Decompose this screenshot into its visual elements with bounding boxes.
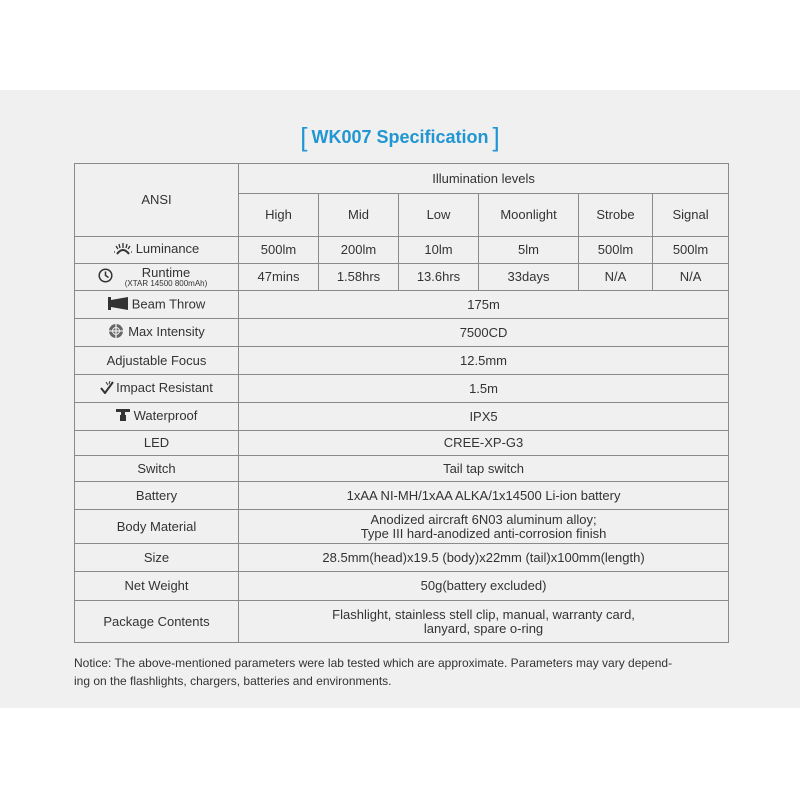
- mode-header: Signal: [653, 194, 729, 237]
- notice-line: Notice: The above-mentioned parameters were lab tested which are approximate. Parameters may vary depend-: [74, 656, 673, 670]
- title-close-bracket: ]: [492, 122, 500, 152]
- waterproof-label: Waterproof: [133, 407, 198, 423]
- runtime-value: N/A: [653, 264, 729, 291]
- beam-icon: [108, 297, 128, 313]
- waterproof-row: [75, 403, 729, 431]
- size-value: 28.5mm(head)x19.5 (body)x22mm (tail)x100mm(length): [239, 544, 729, 572]
- led-value: CREE-XP-G3: [239, 431, 729, 456]
- runtime-label-cell: [75, 264, 239, 291]
- luminance-value: 10lm: [399, 237, 479, 264]
- luminance-value: 500lm: [579, 237, 653, 264]
- title-text: WK007 Specification: [311, 127, 489, 147]
- max-intensity-label-cell: [75, 319, 239, 347]
- spec-table: [74, 163, 729, 643]
- switch-row: [75, 456, 729, 482]
- mode-header: High: [239, 194, 319, 237]
- battery-value: 1xAA NI-MH/1xAA ALKA/1x14500 Li-ion battery: [239, 482, 729, 510]
- impact-icon: [100, 380, 114, 397]
- mode-header: Moonlight: [479, 194, 579, 237]
- net-weight-label: Net Weight: [75, 572, 239, 601]
- package-row: [75, 601, 729, 643]
- body-material-line: Type III hard-anodized anti-corrosion finish: [360, 525, 607, 541]
- switch-value: Tail tap switch: [239, 456, 729, 482]
- max-intensity-row: [75, 319, 729, 347]
- runtime-value: 13.6hrs: [399, 264, 479, 291]
- net-weight-row: [75, 572, 729, 601]
- luminance-value: 5lm: [479, 237, 579, 264]
- header-row: [75, 164, 729, 194]
- mode-header: Mid: [319, 194, 399, 237]
- luminance-value: 200lm: [319, 237, 399, 264]
- runtime-row: [75, 264, 729, 291]
- mode-header: Strobe: [579, 194, 653, 237]
- crosshair-icon: [108, 323, 124, 342]
- beam-throw-value: 175m: [239, 291, 729, 319]
- impact-value: 1.5m: [239, 375, 729, 403]
- beam-throw-row: [75, 291, 729, 319]
- runtime-value: 33days: [479, 264, 579, 291]
- body-material-value-cell: [239, 510, 729, 544]
- beam-throw-label-cell: [75, 291, 239, 319]
- package-line: lanyard, spare o-ring: [423, 620, 544, 636]
- title-open-bracket: [: [300, 122, 308, 152]
- illumination-header: Illumination levels: [239, 164, 729, 194]
- page-title: [0, 122, 800, 153]
- led-label: LED: [75, 431, 239, 456]
- sun-rays-icon: [114, 243, 132, 258]
- luminance-value: 500lm: [239, 237, 319, 264]
- mode-header: Low: [399, 194, 479, 237]
- size-row: [75, 544, 729, 572]
- max-intensity-value: 7500CD: [239, 319, 729, 347]
- net-weight-value: 50g(battery excluded): [239, 572, 729, 601]
- led-row: [75, 431, 729, 456]
- battery-label: Battery: [75, 482, 239, 510]
- luminance-value: 500lm: [653, 237, 729, 264]
- impact-label: Impact Resistant: [116, 379, 213, 395]
- package-label: Package Contents: [75, 601, 239, 643]
- body-material-label: Body Material: [75, 510, 239, 544]
- battery-row: [75, 482, 729, 510]
- focus-value: 12.5mm: [239, 347, 729, 375]
- luminance-label: Luminance: [135, 241, 200, 257]
- notice-line: ing on the flashlights, chargers, batteries and environments.: [74, 674, 392, 688]
- runtime-sublabel: (XTAR 14500 800mAh): [124, 278, 208, 288]
- body-material-line: Anodized aircraft 6N03 aluminum alloy;: [370, 511, 597, 527]
- luminance-row: [75, 237, 729, 264]
- beam-throw-label: Beam Throw: [131, 295, 206, 311]
- notice-text: [74, 654, 734, 690]
- waterproof-value: IPX5: [239, 403, 729, 431]
- size-label: Size: [75, 544, 239, 572]
- impact-row: [75, 375, 729, 403]
- package-value-cell: [239, 601, 729, 643]
- luminance-label-cell: [75, 237, 239, 264]
- package-line: Flashlight, stainless stell clip, manual, warranty card,: [332, 606, 635, 622]
- body-material-row: [75, 510, 729, 544]
- focus-label: Adjustable Focus: [75, 347, 239, 375]
- faucet-icon: [116, 409, 130, 424]
- focus-row: [75, 347, 729, 375]
- runtime-label: Runtime: [141, 264, 191, 280]
- runtime-value: N/A: [579, 264, 653, 291]
- max-intensity-label: Max Intensity: [128, 323, 205, 339]
- runtime-value: 1.58hrs: [319, 264, 399, 291]
- waterproof-label-cell: [75, 403, 239, 431]
- impact-label-cell: [75, 375, 239, 403]
- ansi-header: ANSI: [75, 164, 239, 237]
- runtime-value: 47mins: [239, 264, 319, 291]
- switch-label: Switch: [75, 456, 239, 482]
- clock-icon: [98, 268, 113, 286]
